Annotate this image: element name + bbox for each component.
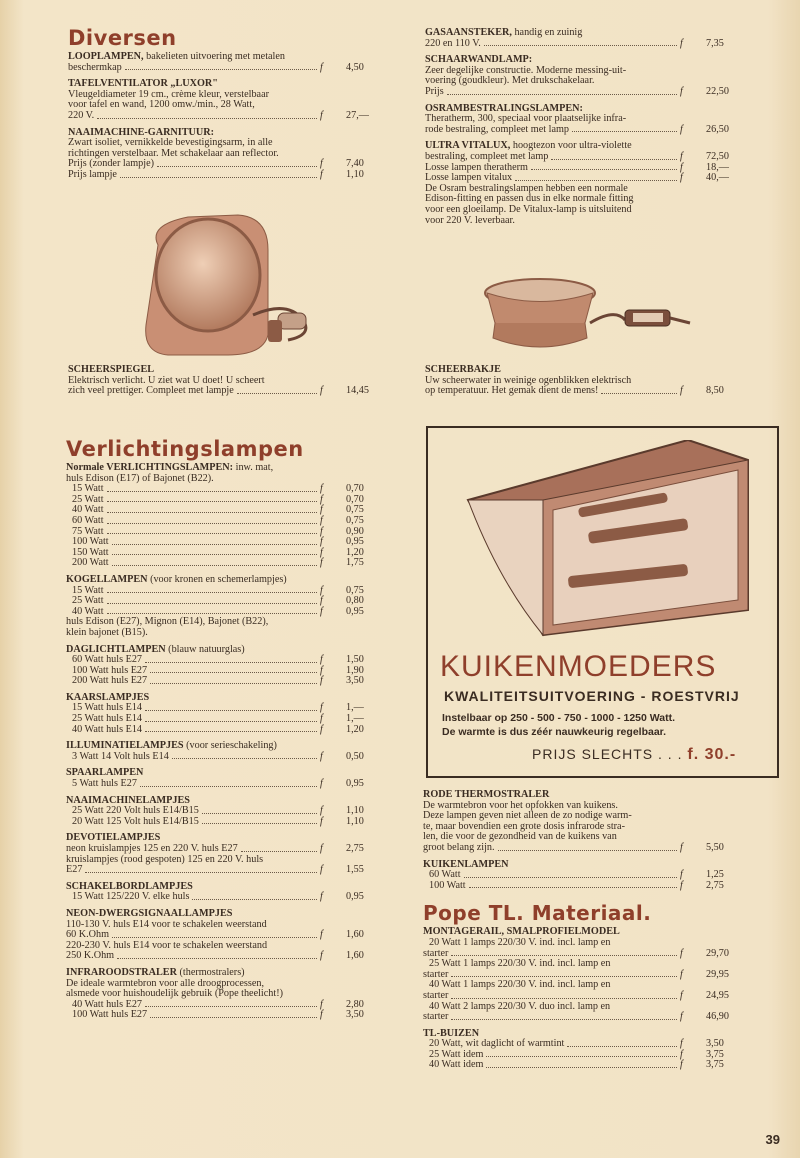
right-top-section [425, 28, 750, 226]
price-row [66, 1010, 390, 1021]
price-row [66, 865, 390, 876]
currency: f [680, 150, 683, 162]
currency: f [320, 493, 323, 505]
price-row [66, 752, 390, 763]
price: 1,— [346, 713, 364, 725]
price: 46,90 [706, 1011, 729, 1023]
currency: f [680, 85, 683, 97]
price: 72,50 [706, 150, 729, 162]
scheerspiegel-item [68, 365, 390, 397]
section-title: Diversen [68, 26, 177, 50]
item-text: kruislampjes (rood gespoten) 125 en 220 V. huls [66, 853, 264, 865]
price: 8,50 [706, 385, 724, 397]
price: 18,— [706, 161, 729, 173]
item-text: Edison-fitting en passen dus in elke normale fitting [425, 193, 634, 205]
item-text: Theratherm, 300, speciaal voor plaatselijke infra- [425, 113, 627, 125]
row-text: 60 Watt [429, 869, 461, 881]
currency: f [320, 713, 323, 725]
currency: f [680, 947, 683, 959]
price-row [68, 386, 390, 397]
item-heading: KOGELLAMPEN [66, 573, 148, 585]
row-text: starter [423, 947, 449, 959]
price: 0,70 [346, 493, 364, 505]
row-text: 40 Watt huls E14 [72, 723, 143, 735]
price: 29,70 [706, 947, 729, 959]
item-heading: NEON-DWERGSIGNAALLAMPJES [66, 907, 233, 919]
currency: f [680, 968, 683, 980]
row-text: 25 Watt huls E14 [72, 713, 143, 725]
price: 1,75 [346, 557, 364, 569]
item-text: alsmede voor huishoudelijk gebruik (Pope theelicht!) [66, 988, 283, 1000]
row-text: Prijs [425, 85, 444, 97]
currency: f [320, 664, 323, 676]
item-text: voor een gloeilamp. De Vitalux-lamp is uitsluitend [425, 203, 632, 215]
price-list [66, 484, 390, 569]
price: 0,75 [346, 514, 364, 526]
currency: f [320, 950, 323, 962]
currency: f [320, 675, 323, 687]
currency: f [320, 929, 323, 941]
item-heading: DEVOTIELAMPJES [66, 832, 161, 844]
price: 1,60 [346, 929, 364, 941]
item-heading: MONTAGERAIL, SMALPROFIELMODEL [423, 926, 620, 938]
currency: f [680, 989, 683, 1001]
item-text: te, maar bovendien een grote dosis infrarode stra- [423, 820, 625, 832]
currency: f [320, 385, 323, 397]
diversen-section [68, 26, 390, 181]
row-text: starter [423, 968, 449, 980]
row-text: 25 Watt [72, 595, 104, 607]
item-text: (blauw natuurglas) [165, 643, 245, 655]
price-row [66, 548, 390, 559]
price: 14,45 [346, 385, 369, 397]
price-row [425, 152, 750, 163]
currency: f [320, 557, 323, 569]
row-text: 20 Watt, wit daglicht of warmtint [429, 1038, 565, 1050]
price: 3,50 [346, 675, 364, 687]
item-heading: SCHEERBAKJE [425, 364, 501, 375]
item-text: hoogtezon voor ultra-violette [510, 140, 632, 152]
currency: f [680, 172, 683, 184]
price: 1,20 [346, 723, 364, 735]
currency: f [320, 605, 323, 617]
price: 0,95 [346, 778, 364, 790]
item-heading: DAGLICHTLAMPEN [66, 643, 166, 655]
row-text: 250 K.Ohm [66, 950, 115, 962]
currency: f [320, 843, 323, 854]
price-list [66, 655, 390, 687]
item-text: huls Edison (E17) of Bajonet (B22). [66, 472, 214, 484]
price-row [423, 1012, 750, 1023]
price-row [423, 870, 750, 881]
item-text: richtingen verstelbaar. Met schakelaar aan reflector. [68, 147, 279, 159]
price: 0,50 [346, 750, 364, 762]
price: 26,50 [706, 123, 729, 135]
price-row [66, 817, 390, 828]
price-row [425, 125, 750, 136]
item-text: 110-130 V. huls E14 voor te schakelen weerstand [66, 918, 267, 930]
row-text: 40 Watt idem [429, 1059, 484, 1071]
price-row [425, 386, 750, 397]
item-text: len, die voor de gezondheid van de kuikens van [423, 831, 617, 843]
row-text: 25 Watt 220 Volt huls E14/B15 [72, 805, 199, 817]
currency: f [320, 536, 323, 548]
kuikenmoeders-ad [426, 426, 779, 778]
item-heading: SCHAARWANDLAMP: [425, 54, 533, 66]
price: 27,— [346, 109, 369, 121]
price: 0,80 [346, 595, 364, 607]
price: 7,40 [346, 158, 364, 170]
row-text: 150 Watt [72, 546, 109, 558]
currency: f [320, 891, 323, 903]
row-text: beschermkap [68, 61, 122, 73]
price: 3,75 [706, 1048, 724, 1060]
item-heading: TL-BUIZEN [423, 1027, 480, 1039]
row-text: 5 Watt huls E27 [72, 778, 137, 790]
price: 1,25 [706, 869, 724, 881]
item-heading: OSRAMBESTRALINGSLAMPEN: [425, 102, 583, 114]
price-row [66, 505, 390, 516]
price-row [66, 892, 390, 903]
row-text: Prijs (zonder lampje) [68, 158, 155, 170]
currency: f [680, 37, 683, 49]
row-text: 220 V. [68, 109, 95, 121]
item-text: (voor kronen en schemerlampjes) [147, 573, 287, 585]
row-text: rode bestraling, compleet met lamp [425, 123, 569, 135]
currency: f [320, 168, 323, 180]
price: 3,75 [706, 1059, 724, 1071]
currency: f [320, 109, 323, 121]
item-text: bakelieten uitvoering met metalen [143, 51, 286, 62]
ad-price [532, 746, 736, 764]
price: 1,20 [346, 546, 364, 558]
item-text: klein bajonet (B15). [66, 626, 148, 638]
price-row [425, 39, 750, 50]
currency: f [320, 584, 323, 596]
currency: f [680, 123, 683, 135]
section-title: Verlichtingslampen [66, 437, 304, 461]
price: 3,50 [706, 1038, 724, 1050]
item-heading: LOOPLAMPEN, [68, 51, 144, 62]
currency: f [320, 1009, 323, 1021]
currency: f [320, 158, 323, 170]
currency: f [680, 841, 683, 853]
row-text: 15 Watt [72, 584, 104, 596]
item-heading: KUIKENLAMPEN [423, 858, 509, 870]
item-text: inw. mat, [233, 462, 274, 473]
price-list [423, 938, 750, 1023]
item-text: Vleugeldiameter 19 cm., crème kleur, verstelbaar [68, 88, 269, 100]
currency: f [320, 483, 323, 495]
price-row [423, 881, 750, 892]
item-heading: NAAIMACHINE-GARNITUUR: [68, 126, 215, 138]
row-text: groot belang zijn. [423, 841, 495, 853]
price: 29,95 [706, 968, 729, 980]
price: 1,90 [346, 664, 364, 676]
currency: f [320, 525, 323, 537]
price-row [423, 991, 750, 1002]
item-heading: TAFELVENTILATOR „LUXOR" [68, 78, 218, 90]
item-text: 40 Watt 2 lamps 220/30 V. duo incl. lamp en [429, 1000, 611, 1012]
currency: f [320, 654, 323, 666]
currency: f [320, 546, 323, 558]
price: 2,75 [706, 879, 724, 891]
price: 1,10 [346, 168, 364, 180]
item-text: (thermostralers) [176, 966, 245, 978]
price-list [66, 892, 390, 903]
price-row [66, 779, 390, 790]
price: 0,95 [346, 891, 364, 903]
currency: f [680, 1011, 683, 1023]
row-text: Losse lampen vitalux [425, 172, 513, 184]
price-list [66, 806, 390, 827]
verlichtingslampen-section [66, 437, 390, 1021]
currency: f [320, 778, 323, 790]
row-text: 100 Watt huls E27 [72, 1009, 148, 1021]
row-text: 75 Watt [72, 525, 104, 537]
price-row [66, 586, 390, 597]
item-heading: ILLUMINATIELAMPJES [66, 740, 184, 752]
heater-image [458, 440, 758, 640]
price-list [66, 586, 390, 618]
row-text: 100 Watt [429, 879, 466, 891]
row-text: 15 Watt huls E14 [72, 702, 143, 714]
price: 24,95 [706, 989, 729, 1001]
row-text: 40 Watt [72, 605, 104, 617]
price-row [66, 676, 390, 687]
currency: f [320, 864, 323, 876]
price-row [66, 596, 390, 607]
row-text: Losse lampen theratherm [425, 161, 528, 173]
row-text: E27 [66, 864, 83, 876]
price-row [66, 537, 390, 548]
price-list [66, 752, 390, 763]
row-text: starter [423, 989, 449, 1001]
currency: f [320, 805, 323, 817]
currency: f [320, 504, 323, 516]
item-text: 40 Watt 1 lamps 220/30 V. ind. incl. lamp en [429, 979, 611, 991]
price: 2,80 [346, 998, 364, 1010]
price-row [66, 527, 390, 538]
price-row [66, 558, 390, 569]
price-list [66, 1000, 390, 1021]
ad-title: KUIKENMOEDERS [440, 650, 717, 683]
page-number: 39 [765, 1132, 780, 1147]
row-text: bestraling, compleet met lamp [425, 150, 549, 162]
item-heading: RODE THERMOSTRALER [423, 789, 550, 800]
price-list [423, 870, 750, 891]
item-text: Elektrisch verlicht. U ziet wat U doet! U scheert [68, 374, 265, 386]
price: 1,— [346, 702, 364, 714]
row-text: 60 Watt huls E27 [72, 654, 143, 666]
price: 5,50 [706, 841, 724, 853]
item-text: De ideale warmtebron voor alle droogprocessen, [66, 977, 265, 989]
item-text: handig en zuinig [511, 27, 583, 38]
row-text: 20 Watt 125 Volt huls E14/B15 [72, 815, 199, 827]
price: 0,90 [346, 525, 364, 537]
price-row [66, 516, 390, 527]
price: 1,55 [346, 864, 364, 876]
item-text: voor tafel en wand, 1200 omw./min., 28 Watt, [68, 99, 255, 111]
row-text: zich veel prettiger. Compleet met lampje [68, 385, 234, 397]
price-list [66, 779, 390, 790]
item-text: 220-230 V. huls E14 voor te schakelen weerstand [66, 939, 268, 951]
row-text: op temperatuur. Het gemak dient de mens! [425, 385, 599, 397]
item-heading: NAAIMACHINELAMPJES [66, 794, 190, 806]
row-text: 220 en 110 V. [425, 37, 481, 49]
section-title: Pope TL. Materiaal. [423, 901, 652, 926]
currency: f [320, 750, 323, 762]
item-heading: SCHAKELBORDLAMPJES [66, 880, 193, 892]
item-text: Zeer degelijke constructie. Moderne messing-uit- [425, 64, 627, 76]
price-row [425, 87, 750, 98]
price-row [68, 170, 390, 181]
currency: f [320, 998, 323, 1010]
price: 1,60 [346, 950, 364, 962]
ad-text: Instelbaar op 250 - 500 - 750 - 1000 - 1250 Watt. [442, 712, 676, 724]
row-text: 60 Watt [72, 514, 104, 526]
price: 0,70 [346, 483, 364, 495]
right-bottom-section [423, 790, 750, 1071]
row-text: 100 Watt [72, 536, 109, 548]
price: 1,10 [346, 815, 364, 827]
price-row [423, 843, 750, 854]
price-row [66, 844, 390, 855]
currency: f [680, 1059, 683, 1071]
item-text: De Osram bestralingslampen hebben een normale [425, 182, 628, 194]
currency: f [680, 161, 683, 173]
price: 3,50 [346, 1009, 364, 1021]
price-row [66, 725, 390, 736]
row-text: 15 Watt 125/220 V. elke huls [72, 891, 190, 903]
row-text: 3 Watt 14 Volt huls E14 [72, 750, 169, 762]
currency: f [320, 723, 323, 735]
price: 1,10 [346, 805, 364, 817]
item-heading: INFRAROODSTRALER [66, 966, 177, 978]
row-text: 40 Watt [72, 504, 104, 516]
price-row [66, 495, 390, 506]
currency: f [320, 514, 323, 526]
item-heading: KAARSLAMPJES [66, 691, 150, 703]
currency: f [680, 869, 683, 881]
row-text: 15 Watt [72, 483, 104, 495]
price-row [68, 111, 390, 122]
row-text: Prijs lampje [68, 168, 117, 180]
price-label: PRIJS SLECHTS . . . [532, 746, 683, 762]
price: 7,35 [706, 37, 724, 49]
price: 0,75 [346, 584, 364, 596]
price: 4,50 [346, 61, 364, 73]
row-text: 200 Watt [72, 557, 109, 569]
row-text: 100 Watt huls E27 [72, 664, 148, 676]
currency: f [320, 595, 323, 607]
row-text: starter [423, 1011, 449, 1023]
currency: f [680, 1048, 683, 1060]
row-text: neon kruislampjes 125 en 220 V. huls E27 [66, 843, 238, 854]
price: 1,50 [346, 654, 364, 666]
item-text: voering (goudkleur). Met drukschakelaar. [425, 75, 595, 87]
item-text: 20 Watt 1 lamps 220/30 V. ind. incl. lamp en [429, 936, 611, 948]
price-list [66, 703, 390, 735]
shaving-bowl-image [475, 268, 700, 358]
currency: f [680, 1038, 683, 1050]
shaving-mirror-image [128, 205, 338, 365]
row-text: 25 Watt idem [429, 1048, 484, 1060]
item-heading: Normale VERLICHTINGSLAMPEN: [66, 462, 234, 473]
item-text: 25 Watt 1 lamps 220/30 V. ind. incl. lamp en [429, 958, 611, 970]
item-text: Zwart isoliet, vernikkelde bevestigingsarm, in alle [68, 137, 273, 149]
price: 22,50 [706, 85, 729, 97]
item-heading: SCHEERSPIEGEL [68, 364, 155, 375]
row-text: 40 Watt huls E27 [72, 998, 143, 1010]
price-row [66, 484, 390, 495]
item-text: huls Edison (E27), Mignon (E14), Bajonet (B22), [66, 616, 269, 628]
item-text: Uw scheerwater in weinige ogenblikken elektrisch [425, 374, 632, 386]
row-text: 25 Watt [72, 493, 104, 505]
item-heading: ULTRA VITALUX, [425, 140, 511, 152]
currency: f [320, 815, 323, 827]
price: 0,95 [346, 536, 364, 548]
price-row [66, 951, 390, 962]
item-text: Deze lampen geven niet alleen de zo nodige warm- [423, 810, 632, 822]
row-text: 60 K.Ohm [66, 929, 110, 941]
currency: f [680, 879, 683, 891]
ad-text: De warmte is dus zéér nauwkeurig regelbaar. [442, 726, 667, 738]
item-text: voor 220 V. leverbaar. [425, 214, 515, 226]
price-row [68, 63, 390, 74]
item-heading: SPAARLAMPEN [66, 767, 144, 779]
item-heading: GASAANSTEKER, [425, 27, 512, 38]
item-text: (voor serieschakeling) [183, 740, 277, 752]
price: f. 30.- [687, 746, 737, 763]
scheerbakje-item [425, 365, 750, 397]
ad-subtitle: KWALITEITSUITVOERING - ROESTVRIJ [444, 688, 740, 704]
price: 2,75 [346, 843, 364, 854]
currency: f [320, 61, 323, 73]
price: 40,— [706, 172, 729, 184]
row-text: 200 Watt huls E27 [72, 675, 148, 687]
item-text: De warmtebron voor het opfokken van kuikens. [423, 799, 618, 811]
currency: f [680, 385, 683, 397]
price-row [423, 1060, 750, 1071]
price: 0,75 [346, 504, 364, 516]
price: 0,95 [346, 605, 364, 617]
currency: f [320, 702, 323, 714]
price-list [423, 1039, 750, 1071]
